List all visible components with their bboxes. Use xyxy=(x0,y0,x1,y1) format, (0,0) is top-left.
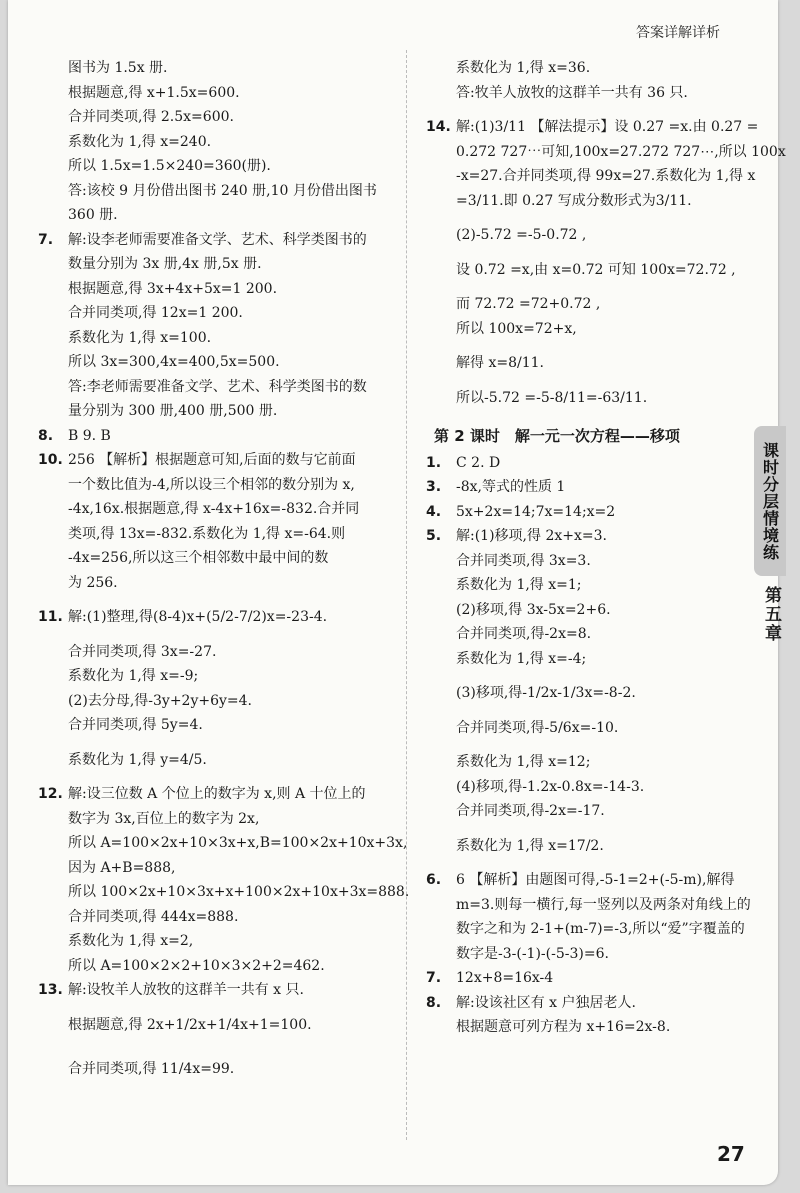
line-text: C 2. D xyxy=(456,454,501,471)
line-text: 所以 100x=72+x, xyxy=(456,320,577,337)
spacer xyxy=(426,706,746,716)
line-text: 256 【解析】根据题意可知,后面的数与它前面 xyxy=(68,452,356,468)
line-text: 因为 A+B=888, xyxy=(68,859,176,876)
line-text: 根据题意,得 3x+4x+5x=1 200. xyxy=(68,280,278,297)
answer-line xyxy=(426,164,756,189)
answer-line xyxy=(426,893,751,918)
answer-line xyxy=(38,1057,394,1082)
spacer xyxy=(426,824,746,834)
line-text: 合并同类项,得 3x=3. xyxy=(456,552,591,569)
line-text: 合并同类项,得 11/4x=99. xyxy=(68,1061,235,1077)
answer-line xyxy=(38,154,394,179)
answer-line xyxy=(426,223,746,248)
answer-line xyxy=(38,1013,394,1038)
line-text: 系数化为 1,得 x=2, xyxy=(68,933,194,949)
question-line xyxy=(38,978,394,1003)
line-text: 系数化为 1,得 x=-4; xyxy=(456,650,587,667)
spacer xyxy=(38,772,394,782)
line-text: 数字是-3-(-1)-(-5-3)=6. xyxy=(456,945,609,962)
line-text: -4x,16x.根据题意,得 x-4x+16x=-832.合并同 xyxy=(68,501,360,517)
answer-line xyxy=(38,277,394,302)
answer-line xyxy=(38,689,394,714)
answer-line xyxy=(38,105,394,130)
line-text: 合并同类项,得 444x=888. xyxy=(68,908,239,925)
chapter-label: 第五章 xyxy=(761,586,781,643)
answer-line xyxy=(426,351,746,376)
question-number: 13. xyxy=(38,982,63,998)
answer-line xyxy=(38,301,394,326)
line-text: 系数化为 1,得 x=-9; xyxy=(68,668,199,684)
answer-line xyxy=(426,622,746,647)
line-text: 所以 3x=300,4x=400,5x=500. xyxy=(68,354,280,370)
answer-line xyxy=(426,317,746,342)
line-text: 所以-5.72 =-5-8/11=-63/11. xyxy=(456,389,648,406)
answer-line xyxy=(38,546,394,571)
question-number: 8. xyxy=(38,427,54,444)
question-line xyxy=(426,500,746,525)
question-line xyxy=(426,451,746,476)
line-text: 系数化为 1,得 y=4/5. xyxy=(68,751,207,768)
column-divider xyxy=(406,50,407,1140)
line-text: 所以 A=100×2x+10×3x+x,B=100×2x+10x+3x, xyxy=(68,835,408,851)
line-text: 12x+8=16x-4 xyxy=(456,970,554,986)
line-text: 数字之和为 2-1+(m-7)=-3,所以“爱”字覆盖的 xyxy=(456,921,745,937)
answer-line xyxy=(426,681,746,706)
question-line xyxy=(426,115,759,140)
answer-line xyxy=(38,571,394,596)
question-number: 6. xyxy=(426,872,442,888)
line-text: 合并同类项,得 12x=1 200. xyxy=(68,305,243,321)
spacer xyxy=(426,105,746,115)
line-text: 根据题意可列方程为 x+16=2x-8. xyxy=(456,1019,671,1035)
answer-line xyxy=(38,375,394,400)
left-column xyxy=(38,56,410,1082)
line-text: 量分别为 300 册,400 册,500 册. xyxy=(68,403,278,419)
line-text: 数字为 3x,百位上的数字为 2x, xyxy=(68,810,260,827)
line-text: 系数化为 1,得 x=240. xyxy=(68,133,212,150)
line-text: 解:设牧羊人放牧的这群羊一共有 x 只. xyxy=(68,982,304,998)
line-text: 根据题意,得 2x+1/2x+1/4x+1=100. xyxy=(68,1016,312,1033)
answer-line xyxy=(426,81,746,106)
line-text: 合并同类项,得 3x=-27. xyxy=(68,643,217,660)
question-number: 10. xyxy=(38,452,63,468)
question-number: 12. xyxy=(38,786,63,802)
line-text: 360 册. xyxy=(68,207,118,223)
answer-line xyxy=(38,130,394,155)
answer-line xyxy=(38,807,394,832)
answer-line xyxy=(38,473,394,498)
line-text: B 9. B xyxy=(68,427,111,444)
answer-line xyxy=(426,1015,746,1040)
answer-line xyxy=(38,203,394,228)
line-text: -8x,等式的性质 1 xyxy=(456,479,566,495)
line-text: 解:设李老师需要准备文学、艺术、科学类图书的 xyxy=(68,231,367,248)
spacer xyxy=(426,341,746,351)
line-text: 5x+2x=14;7x=14;x=2 xyxy=(456,503,616,520)
line-text: 解:设三位数 A 个位上的数字为 x,则 A 十位上的 xyxy=(68,786,366,802)
line-text: (4)移项,得-1.2x-0.8x=-14-3. xyxy=(456,778,645,795)
answer-line xyxy=(38,905,394,930)
answer-line xyxy=(426,750,746,775)
spacer xyxy=(38,1037,394,1047)
spacer xyxy=(426,282,746,292)
answer-line xyxy=(38,522,394,547)
answer-line xyxy=(426,598,746,623)
answer-line xyxy=(426,56,746,81)
answer-line xyxy=(426,716,746,741)
line-text: 系数化为 1,得 x=12; xyxy=(456,754,591,770)
line-text: 图书为 1.5x 册. xyxy=(68,60,168,76)
line-text: 数量分别为 3x 册,4x 册,5x 册. xyxy=(68,256,262,272)
spacer xyxy=(426,410,746,420)
line-text: (2)去分母,得-3y+2y+6y=4. xyxy=(68,692,253,709)
line-text: 合并同类项,得-5/6x=-10. xyxy=(456,719,619,736)
question-line xyxy=(426,966,746,991)
line-text: 设 0.72 =x,由 x=0.72 可知 100x=72.72 , xyxy=(456,261,736,278)
spacer xyxy=(426,213,746,223)
answer-line xyxy=(38,252,394,277)
spacer xyxy=(38,595,394,605)
line-text: 合并同类项,得 2.5x=600. xyxy=(68,109,234,125)
spacer xyxy=(38,630,394,640)
question-line xyxy=(38,782,394,807)
answer-line xyxy=(38,56,394,81)
line-text: 系数化为 1,得 x=17/2. xyxy=(456,837,604,854)
page-number: 27 xyxy=(717,1142,745,1166)
question-line xyxy=(426,524,746,549)
line-text: 为 256. xyxy=(68,574,118,591)
spacer xyxy=(426,248,746,258)
answer-line xyxy=(426,942,746,967)
answer-line xyxy=(38,831,408,856)
line-text: 合并同类项,得-2x=-17. xyxy=(456,803,605,819)
answer-line xyxy=(426,189,746,214)
section-heading: 第 2 课时 解一元一次方程——移项 xyxy=(434,427,680,445)
answer-line xyxy=(426,775,746,800)
question-number: 7. xyxy=(38,231,54,248)
line-text: 解得 x=8/11. xyxy=(456,355,544,371)
line-text: 解:(1)整理,得(8-4)x+(5/2-7/2)x=-23-4. xyxy=(68,609,328,625)
line-text: 答:李老师需要准备文学、艺术、科学类图书的数 xyxy=(68,378,367,395)
line-text: (3)移项,得-1/2x-1/3x=-8-2. xyxy=(456,685,636,701)
question-number: 11. xyxy=(38,609,63,625)
line-text: 解:设该社区有 x 户独居老人. xyxy=(456,994,636,1011)
answer-line xyxy=(426,258,746,283)
line-text: 合并同类项,得-2x=8. xyxy=(456,626,592,642)
line-text: 答:该校 9 月份借出图书 240 册,10 月份借出图书 xyxy=(68,182,377,199)
line-text: 合并同类项,得 5y=4. xyxy=(68,717,203,733)
question-line xyxy=(38,424,394,449)
answer-line xyxy=(426,386,746,411)
section-side-tab: 课时分层情境练 xyxy=(754,426,786,576)
answer-line xyxy=(38,954,394,979)
answer-line xyxy=(426,140,786,165)
line-text: 解:(1)3/11 【解法提示】设 0.27 =x.由 0.27 = xyxy=(456,119,759,135)
answer-line xyxy=(38,497,394,522)
answer-line xyxy=(38,664,394,689)
question-number: 8. xyxy=(426,994,442,1011)
answer-line xyxy=(38,81,394,106)
answer-line xyxy=(426,834,746,859)
line-text: 所以 A=100×2×2+10×3×2+2=462. xyxy=(68,957,325,974)
answer-line xyxy=(38,640,394,665)
line-text: 解:(1)移项,得 2x+x=3. xyxy=(456,528,607,544)
spacer xyxy=(38,738,394,748)
line-text: 一个数比值为-4,所以设三个相邻的数分别为 x, xyxy=(68,476,355,493)
answer-line xyxy=(38,326,394,351)
question-line xyxy=(426,475,746,500)
question-line xyxy=(38,448,394,473)
line-text: 根据题意,得 x+1.5x=600. xyxy=(68,84,240,101)
line-text: (2)移项,得 3x-5x=2+6. xyxy=(456,601,611,618)
question-number: 14. xyxy=(426,119,451,135)
line-text: =3/11.即 0.27 写成分数形式为3/11. xyxy=(456,192,692,209)
answer-line xyxy=(38,179,394,204)
spacer xyxy=(426,376,746,386)
answer-line xyxy=(426,917,746,942)
question-line xyxy=(38,228,394,253)
line-text: (2)-5.72 =-5-0.72 , xyxy=(456,227,587,243)
answer-line xyxy=(38,929,394,954)
question-line xyxy=(426,868,746,893)
spacer xyxy=(38,1003,394,1013)
question-line xyxy=(38,605,394,630)
spacer xyxy=(38,1047,394,1057)
question-number: 4. xyxy=(426,503,442,520)
question-number: 7. xyxy=(426,970,442,986)
line-text: -4x=256,所以这三个相邻数中最中间的数 xyxy=(68,550,329,566)
answer-line xyxy=(38,399,394,424)
question-number: 3. xyxy=(426,479,442,495)
line-text: 0.272 727⋯可知,100x=27.272 727⋯,所以 100x xyxy=(456,143,786,160)
answer-line xyxy=(426,292,746,317)
answer-line xyxy=(426,549,746,574)
spacer xyxy=(426,671,746,681)
line-text: 所以 100×2x+10×3x+x+100×2x+10x+3x=888. xyxy=(68,884,410,900)
answer-line xyxy=(426,647,746,672)
line-text: -x=27.合并同类项,得 99x=27.系数化为 1,得 x xyxy=(456,168,756,184)
page-sheet xyxy=(8,0,786,1185)
page-header: 答案详解详析 xyxy=(636,25,720,41)
spacer xyxy=(426,858,746,868)
line-text: 系数化为 1,得 x=1; xyxy=(456,577,582,593)
question-number: 1. xyxy=(426,454,442,471)
line-text: 答:牧羊人放牧的这群羊一共有 36 只. xyxy=(456,84,688,101)
line-text: 类项,得 13x=-832.系数化为 1,得 x=-64.则 xyxy=(68,525,346,542)
answer-line xyxy=(38,880,410,905)
line-text: 系数化为 1,得 x=100. xyxy=(68,329,212,346)
answer-line xyxy=(426,573,746,598)
question-line xyxy=(426,991,746,1016)
line-text: m=3.则每一横行,每一竖列以及两条对角线上的 xyxy=(456,896,751,913)
answer-line xyxy=(38,748,394,773)
question-number: 5. xyxy=(426,528,442,544)
answer-line xyxy=(38,713,394,738)
answer-line xyxy=(426,799,746,824)
line-text: 6 【解析】由题图可得,-5-1=2+(-5-m),解得 xyxy=(456,872,735,888)
line-text: 所以 1.5x=1.5×240=360(册). xyxy=(68,158,271,174)
answer-line xyxy=(38,350,394,375)
line-text: 系数化为 1,得 x=36. xyxy=(456,60,591,76)
spacer xyxy=(426,740,746,750)
line-text: 而 72.72 =72+0.72 , xyxy=(456,296,601,312)
answer-line xyxy=(38,856,394,881)
